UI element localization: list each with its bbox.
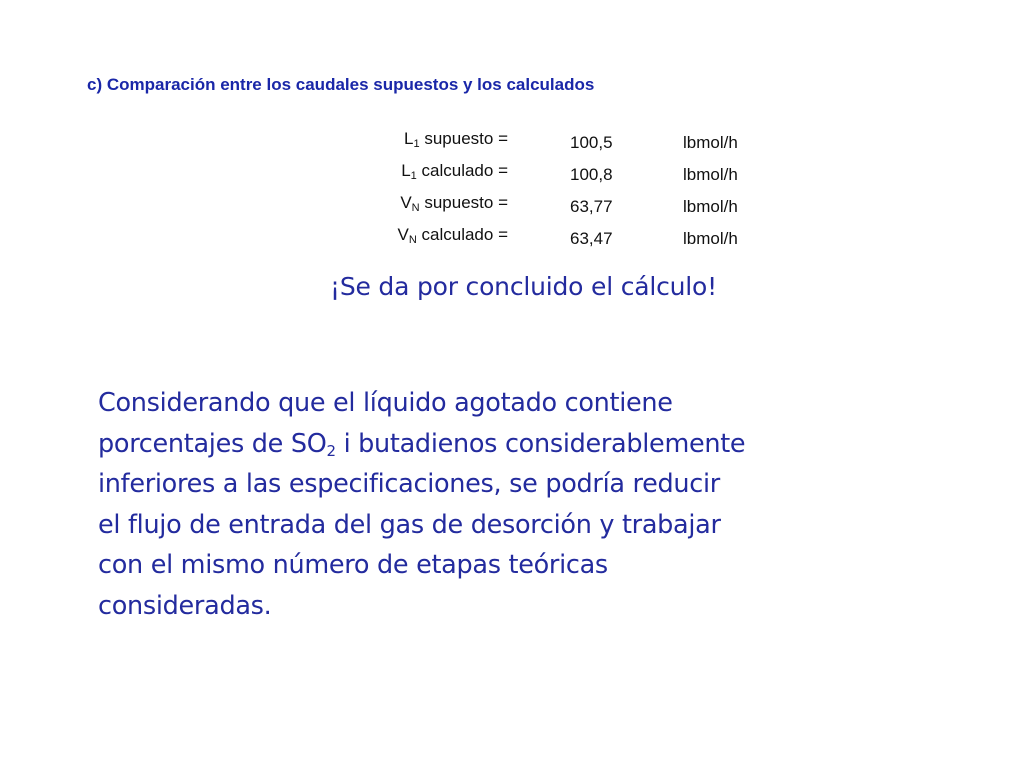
- flow-label-text: supuesto =: [424, 193, 508, 212]
- flow-symbol: V: [397, 225, 409, 244]
- conclusion-text: ¡Se da por concluido el cálculo!: [330, 272, 717, 301]
- flow-row: [300, 127, 780, 159]
- flow-unit: lbmol/h: [683, 133, 738, 152]
- flow-unit: lbmol/h: [683, 197, 738, 216]
- flow-symbol: V: [400, 193, 412, 212]
- paragraph-text: i butadienos considerablemente: [335, 428, 746, 459]
- paragraph-line: con el mismo número de etapas teóricas: [98, 550, 608, 580]
- flow-value: 100,5: [570, 133, 613, 152]
- flow-label: [401, 161, 508, 181]
- paragraph-line: [98, 424, 958, 465]
- paragraph-line: el flujo de entrada del gas de desorción y trabajar: [98, 509, 721, 540]
- section-heading: c) Comparación entre los caudales supuestos y los calculados: [87, 75, 595, 94]
- flow-label: [404, 129, 508, 149]
- paragraph-text: porcentajes de SO: [98, 428, 327, 459]
- flow-subscript: 1: [410, 170, 417, 182]
- flow-row: [300, 159, 780, 191]
- paragraph-line: consideradas.: [98, 590, 272, 621]
- so2-subscript: 2: [326, 441, 336, 460]
- flow-label: [400, 193, 508, 213]
- flow-label: [397, 225, 508, 245]
- flow-value: 63,77: [570, 197, 613, 216]
- flow-row: [300, 191, 780, 223]
- flow-symbol: L: [401, 161, 411, 180]
- flow-label-text: calculado =: [421, 161, 508, 180]
- flow-subscript: N: [411, 202, 420, 214]
- paragraph-line: Considerando que el líquido agotado contiene: [98, 388, 673, 418]
- flow-unit: lbmol/h: [683, 165, 738, 184]
- flow-subscript: N: [408, 234, 417, 246]
- paragraph-line: inferiores a las especificaciones, se podría reducir: [98, 469, 720, 499]
- flow-subscript: 1: [413, 138, 420, 150]
- consideration-paragraph: [98, 383, 958, 626]
- flow-label-text: supuesto =: [424, 129, 508, 148]
- flow-unit: lbmol/h: [683, 229, 738, 248]
- flow-row: [300, 223, 780, 255]
- flow-label-text: calculado =: [421, 225, 508, 244]
- flow-comparison-table: [300, 127, 780, 255]
- flow-value: 100,8: [570, 165, 613, 184]
- flow-symbol: L: [404, 129, 414, 148]
- flow-value: 63,47: [570, 229, 613, 248]
